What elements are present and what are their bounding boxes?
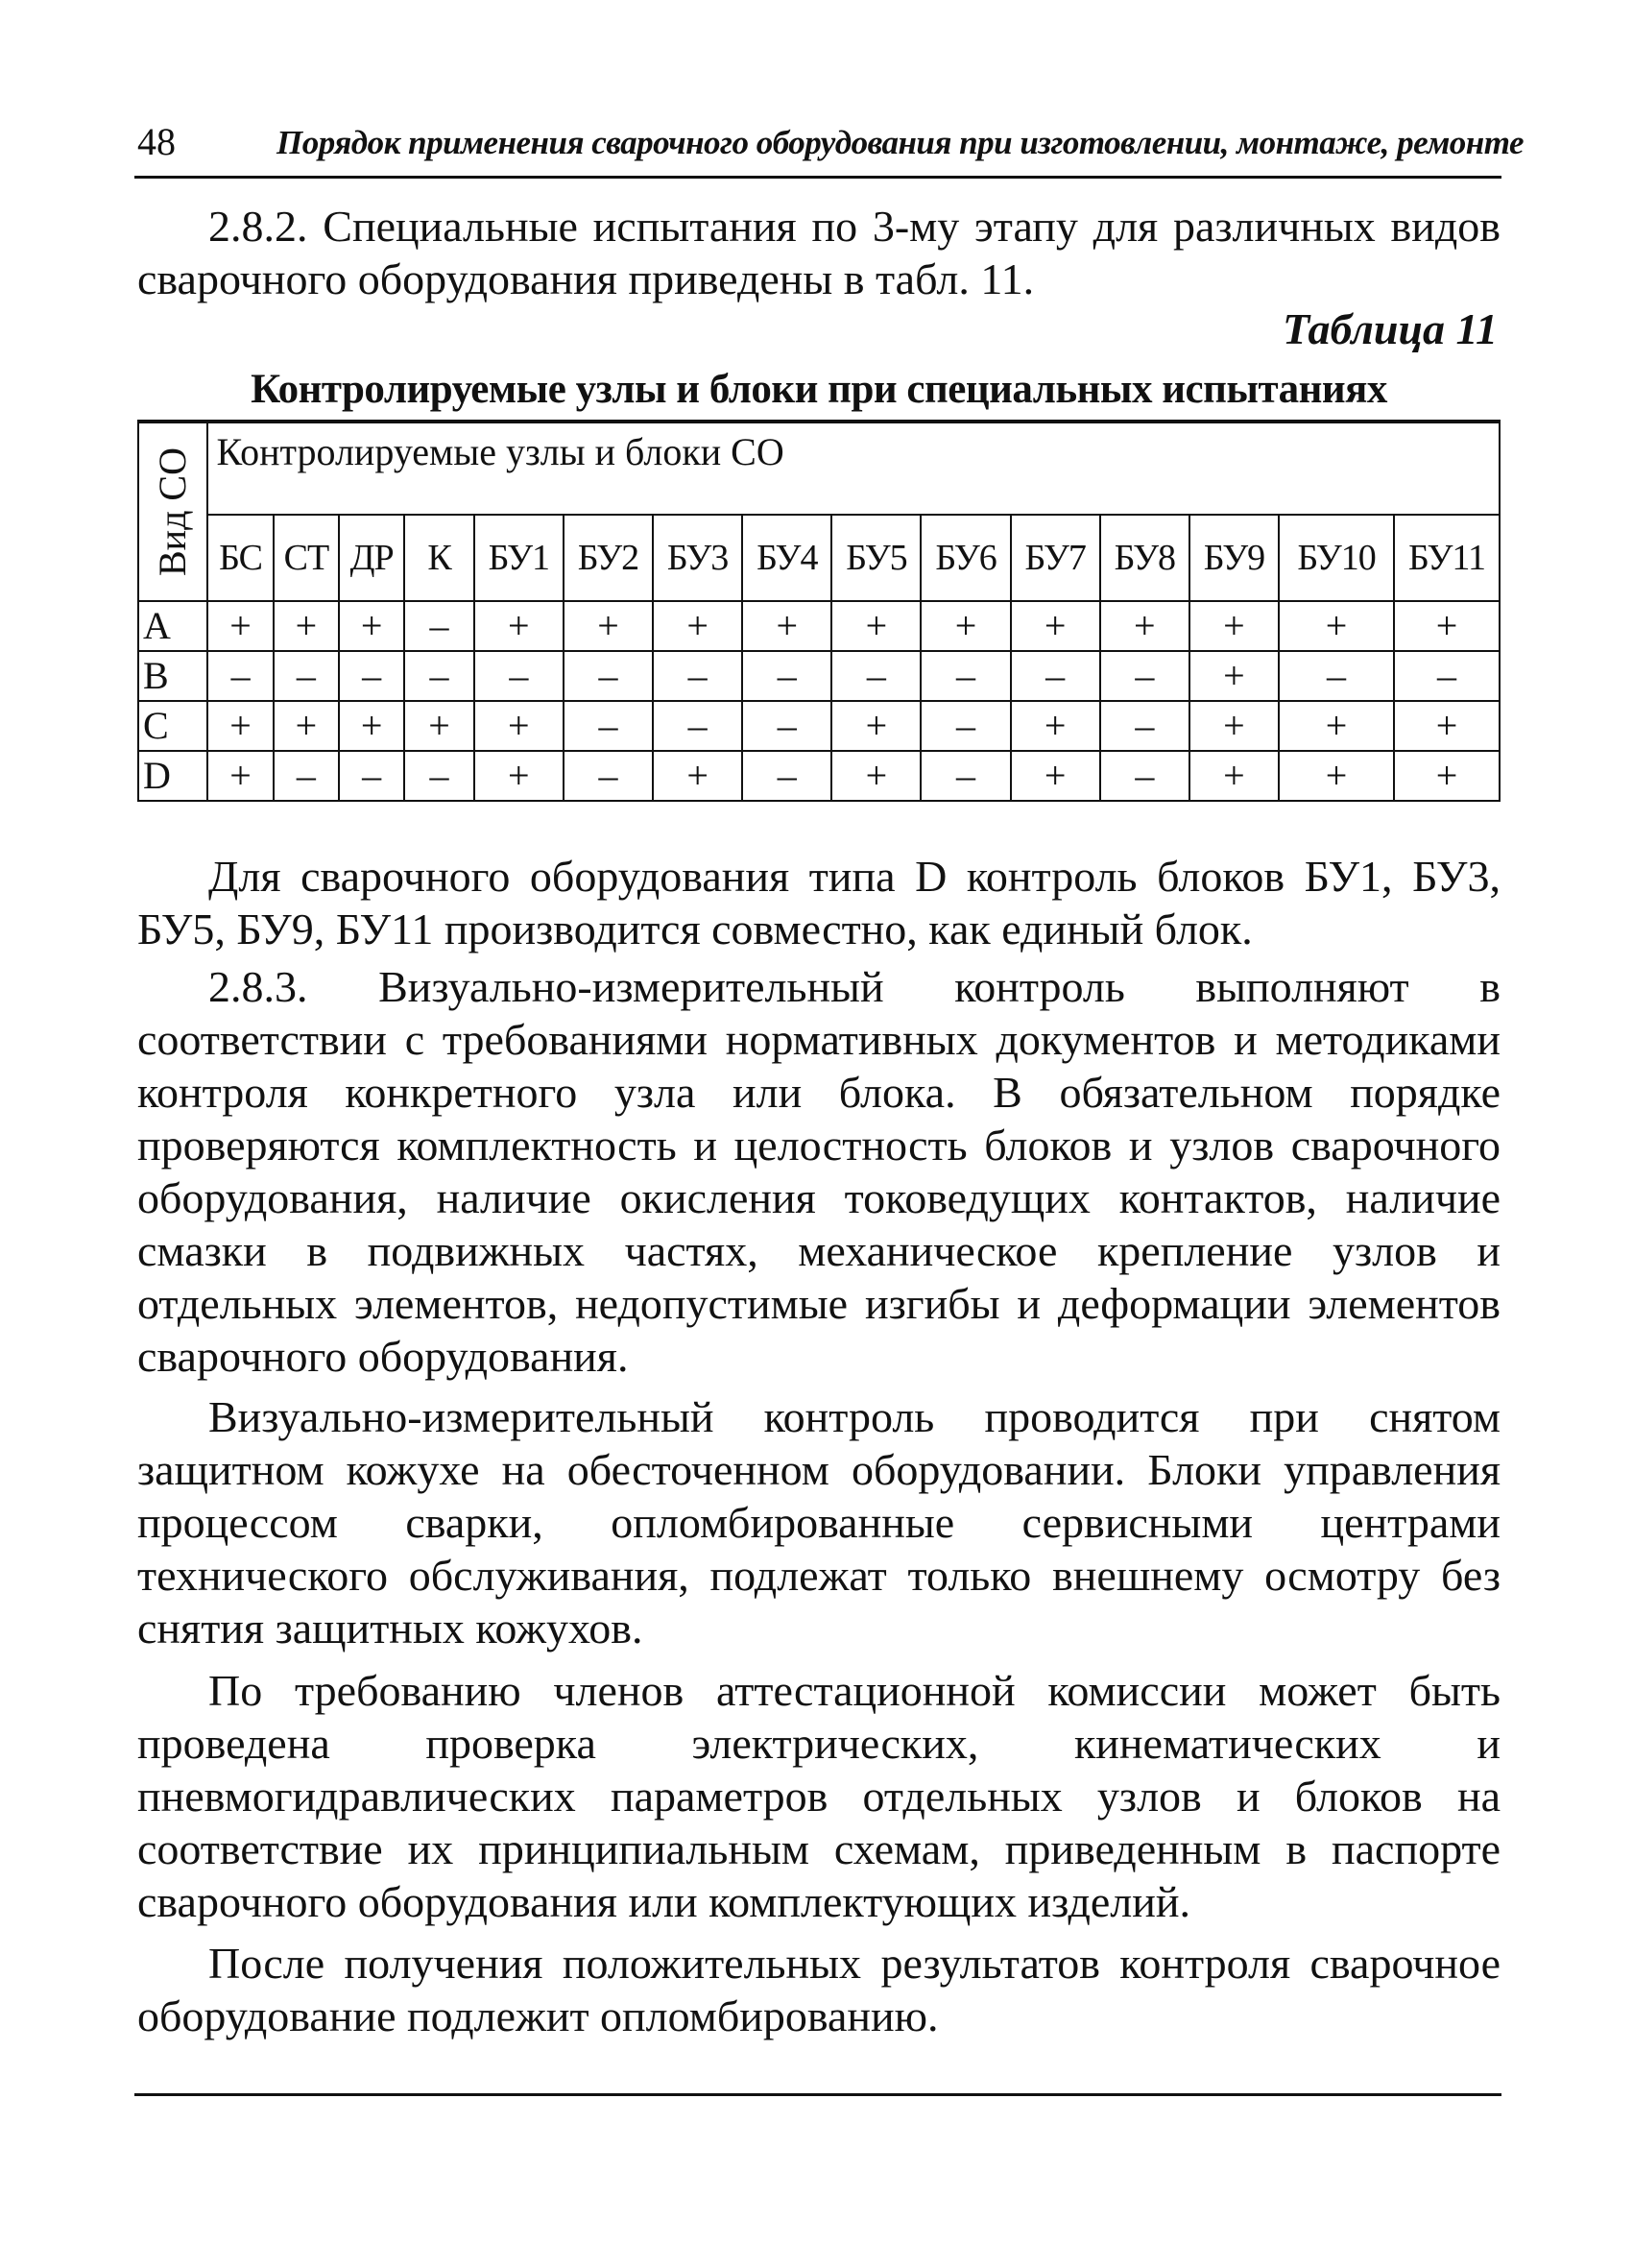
table-cell: –: [1100, 751, 1189, 801]
paragraph-5: После получения положительных результатов контроля сварочное оборудование подлежит опломбированию.: [137, 1939, 1501, 2040]
column-header: БУ1: [474, 515, 564, 601]
column-header: БУ7: [1011, 515, 1100, 601]
column-header: БУ2: [564, 515, 653, 601]
table-cell: +: [742, 601, 831, 651]
footer-rule: [134, 2093, 1501, 2096]
column-header: БУ3: [653, 515, 742, 601]
table-cell: +: [831, 601, 921, 651]
table-cell: +: [474, 701, 564, 751]
running-title: Порядок применения сварочного оборудования при изготовлении, монтаже, ремонте: [276, 124, 1525, 161]
table-cell: +: [653, 601, 742, 651]
column-header: СТ: [274, 515, 339, 601]
type-header-label: Вид СО: [151, 446, 195, 577]
table-cell: –: [274, 651, 339, 701]
table-cell: +: [1189, 651, 1279, 701]
column-header: БУ4: [742, 515, 831, 601]
table-cell: –: [1394, 651, 1500, 701]
table-cell: –: [1100, 651, 1189, 701]
table-cell: +: [1279, 701, 1394, 751]
paragraph-intro: 2.8.2. Специальные испытания по 3-му этапу для различных видов сварочного оборудования приведены в табл. 11.: [137, 202, 1501, 303]
column-header: БУ11: [1394, 515, 1500, 601]
table-cell: +: [207, 701, 273, 751]
table-cell: +: [1189, 601, 1279, 651]
table-cell: –: [339, 751, 404, 801]
table-cell: –: [564, 701, 653, 751]
table-cell: –: [1011, 651, 1100, 701]
table-cell: –: [742, 651, 831, 701]
table-cell: +: [1011, 701, 1100, 751]
type-header-cell: [138, 422, 207, 601]
table-cell: +: [404, 701, 473, 751]
table-cell: –: [339, 651, 404, 701]
column-header: ДР: [339, 515, 404, 601]
table-cell: +: [339, 701, 404, 751]
table-cell: +: [1011, 601, 1100, 651]
group-header-cell: Контролируемые узлы и блоки СО: [207, 422, 1500, 515]
header-rule: [134, 176, 1501, 179]
table-cell: +: [831, 701, 921, 751]
table-cell: –: [274, 751, 339, 801]
table-cell: +: [207, 751, 273, 801]
column-header: БС: [207, 515, 273, 601]
table-cell: –: [404, 651, 473, 701]
table-cell: –: [653, 651, 742, 701]
table-cell: –: [831, 651, 921, 701]
column-header: БУ8: [1100, 515, 1189, 601]
table-cell: –: [742, 751, 831, 801]
table-cell: +: [1279, 751, 1394, 801]
table-cell: –: [404, 751, 473, 801]
table-cell: +: [1394, 601, 1500, 651]
column-header: К: [404, 515, 473, 601]
table-cell: +: [831, 751, 921, 801]
table-cell: +: [339, 601, 404, 651]
table-cell: –: [921, 651, 1010, 701]
table-body: [138, 422, 1500, 801]
table-title: Контролируемые узлы и блоки при специальных испытаниях: [251, 367, 1387, 412]
table-row: [138, 751, 1500, 801]
table-cell: +: [474, 751, 564, 801]
table-cell: +: [564, 601, 653, 651]
row-type-cell: B: [138, 651, 207, 701]
table-cell: –: [1279, 651, 1394, 701]
table-cell: –: [564, 651, 653, 701]
table-cell: –: [742, 701, 831, 751]
paragraph-3: Визуально-измерительный контроль проводится при снятом защитном кожухе на обесточенном оборудовании. Блоки управления процессом сварки, опломбированные сервисными центрами технического обслуживания, подлежат только внешнему осмотру без снятия защитных кожухов.: [137, 1392, 1501, 1653]
page-number: 48: [137, 120, 176, 163]
column-header: БУ9: [1189, 515, 1279, 601]
table-cell: –: [921, 751, 1010, 801]
table-cell: +: [207, 601, 273, 651]
control-table: [137, 420, 1501, 802]
paragraph-2: 2.8.3. Визуально-измерительный контроль выполняют в соответствии с требованиями нормативных документов и методиками контроля конкретного узла или блока. В обязательном порядке проверяются комплектность и целостность блоков и узлов сварочного оборудования, наличие окисления токоведущих контактов, наличие смазки в подвижных частях, механическое крепление узлов и отдельных элементов, недопустимые изгибы и деформации элементов сварочного оборудования.: [137, 962, 1501, 1381]
table-row: [138, 701, 1500, 751]
table-cell: +: [1279, 601, 1394, 651]
table-cell: +: [1394, 701, 1500, 751]
table-cell: +: [1100, 601, 1189, 651]
table-row: [138, 651, 1500, 701]
table-column-row: [138, 515, 1500, 601]
table-row: [138, 601, 1500, 651]
table-cell: +: [474, 601, 564, 651]
table-cell: +: [274, 601, 339, 651]
table-cell: +: [921, 601, 1010, 651]
table-cell: +: [1394, 751, 1500, 801]
table-header-row: [138, 422, 1500, 515]
row-type-cell: D: [138, 751, 207, 801]
column-header: БУ5: [831, 515, 921, 601]
table-cell: –: [474, 651, 564, 701]
table-cell: +: [274, 701, 339, 751]
table-cell: –: [564, 751, 653, 801]
table-cell: –: [404, 601, 473, 651]
column-header: БУ6: [921, 515, 1010, 601]
paragraph-1: Для сварочного оборудования типа D контроль блоков БУ1, БУ3, БУ5, БУ9, БУ11 производится совместно, как единый блок.: [137, 852, 1501, 953]
column-header: БУ10: [1279, 515, 1394, 601]
row-type-cell: A: [138, 601, 207, 651]
table-cell: –: [207, 651, 273, 701]
table-cell: –: [921, 701, 1010, 751]
paragraph-4: По требованию членов аттестационной комиссии может быть проведена проверка электрических, кинематических и пневмогидравлических параметров отдельных узлов и блоков на соответствие их принципиальным схемам, приведенным в паспорте сварочного оборудования или комплектующих изделий.: [137, 1666, 1501, 1926]
table-cell: –: [653, 701, 742, 751]
row-type-cell: C: [138, 701, 207, 751]
table-cell: +: [1189, 701, 1279, 751]
table-cell: +: [1189, 751, 1279, 801]
table-label: Таблица 11: [1283, 304, 1498, 353]
table-cell: +: [653, 751, 742, 801]
table-cell: +: [1011, 751, 1100, 801]
table-cell: –: [1100, 701, 1189, 751]
